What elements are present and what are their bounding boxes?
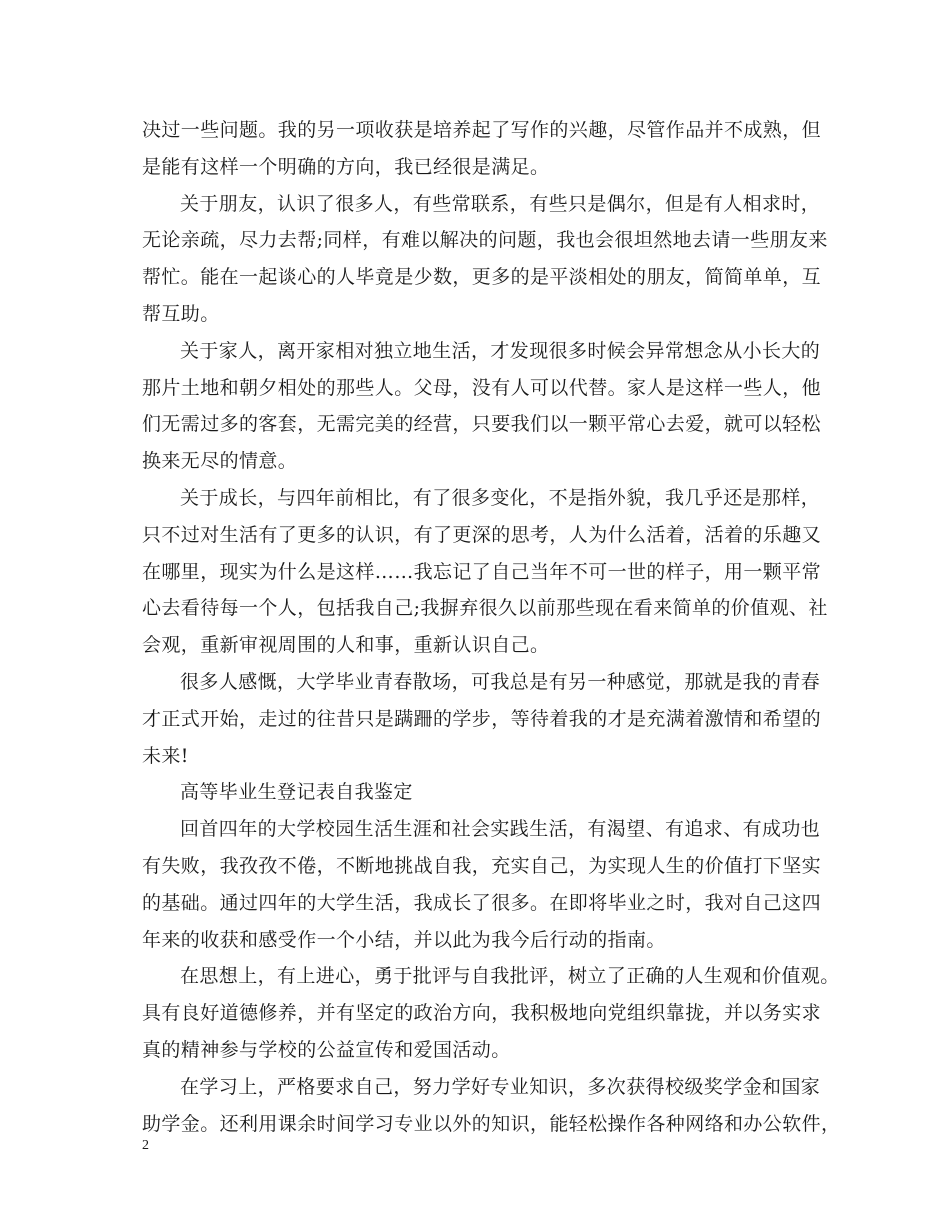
text-line: 帮互助。 bbox=[142, 302, 220, 325]
text-line: 助学金。还利用课余时间学习专业以外的知识，能轻松操作各种网络和办公软件， bbox=[142, 1112, 841, 1135]
text-line: 在哪里，现实为什么是这样……我忘记了自己当年不可一世的样子，用一颗平常 bbox=[142, 560, 822, 583]
text-line: 心去看待每一个人，包括我自己;我摒弃很久以前那些现在看来简单的价值观、社 bbox=[142, 597, 828, 620]
text-line: 关于家人，离开家相对独立地生活，才发现很多时候会异常想念从小长大的 bbox=[180, 339, 821, 362]
text-line: 很多人感慨，大学毕业青春散场，可我总是有另一种感觉，那就是我的青春 bbox=[180, 670, 821, 693]
document-body bbox=[142, 112, 841, 1142]
text-line: 回首四年的大学校园生活生涯和社会实践生活，有渴望、有追求、有成功也 bbox=[180, 818, 821, 841]
page-number: 2 bbox=[142, 1138, 149, 1153]
text-line: 年来的收获和感受作一个小结，并以此为我今后行动的指南。 bbox=[142, 928, 666, 951]
text-line: 关于朋友，认识了很多人，有些常联系，有些只是偶尔，但是有人相求时， bbox=[180, 192, 821, 215]
text-line: 只不过对生活有了更多的认识，有了更深的思考，人为什么活着，活着的乐趣又 bbox=[142, 523, 822, 546]
text-line: 未来! bbox=[142, 744, 189, 767]
text-line: 决过一些问题。我的另一项收获是培养起了写作的兴趣，尽管作品并不成熟，但 bbox=[142, 119, 822, 141]
text-line: 有失败，我孜孜不倦，不断地挑战自我，充实自己，为实现人生的价值打下坚实 bbox=[142, 854, 822, 877]
text-line: 在思想上，有上进心，勇于批评与自我批评，树立了正确的人生观和价值观。 bbox=[180, 965, 840, 988]
text-line: 关于成长，与四年前相比，有了很多变化，不是指外貌，我几乎还是那样， bbox=[180, 486, 821, 509]
text-line: 的基础。通过四年的大学生活，我成长了很多。在即将毕业之时，我对自己这四 bbox=[142, 891, 822, 914]
text-line: 无论亲疏，尽力去帮;同样，有难以解决的问题，我也会很坦然地去请一些朋友来 bbox=[142, 229, 828, 252]
text-line: 在学习上，严格要求自己，努力学好专业知识，多次获得校级奖学金和国家 bbox=[180, 1075, 821, 1098]
text-line: 高等毕业生登记表自我鉴定 bbox=[180, 781, 413, 804]
text-line: 们无需过多的客套，无需完美的经营，只要我们以一颗平常心去爱，就可以轻松 bbox=[142, 413, 822, 436]
text-line: 会观，重新审视周围的人和事，重新认识自己。 bbox=[142, 634, 550, 657]
text-line: 那片土地和朝夕相处的那些人。父母，没有人可以代替。家人是这样一些人，他 bbox=[142, 376, 822, 399]
text-line: 真的精神参与学校的公益宣传和爱国活动。 bbox=[142, 1038, 511, 1061]
text-line: 换来无尽的情意。 bbox=[142, 450, 298, 473]
text-line: 才正式开始，走过的往昔只是蹒跚的学步，等待着我的才是充满着激情和希望的 bbox=[142, 707, 822, 730]
text-line: 帮忙。能在一起谈心的人毕竟是少数，更多的是平淡相处的朋友，简简单单，互 bbox=[142, 266, 822, 289]
text-line: 具有良好道德修养，并有坚定的政治方向，我积极地向党组织靠拢，并以务实求 bbox=[142, 1002, 822, 1025]
text-line: 是能有这样一个明确的方向，我已经很是满足。 bbox=[142, 155, 550, 178]
